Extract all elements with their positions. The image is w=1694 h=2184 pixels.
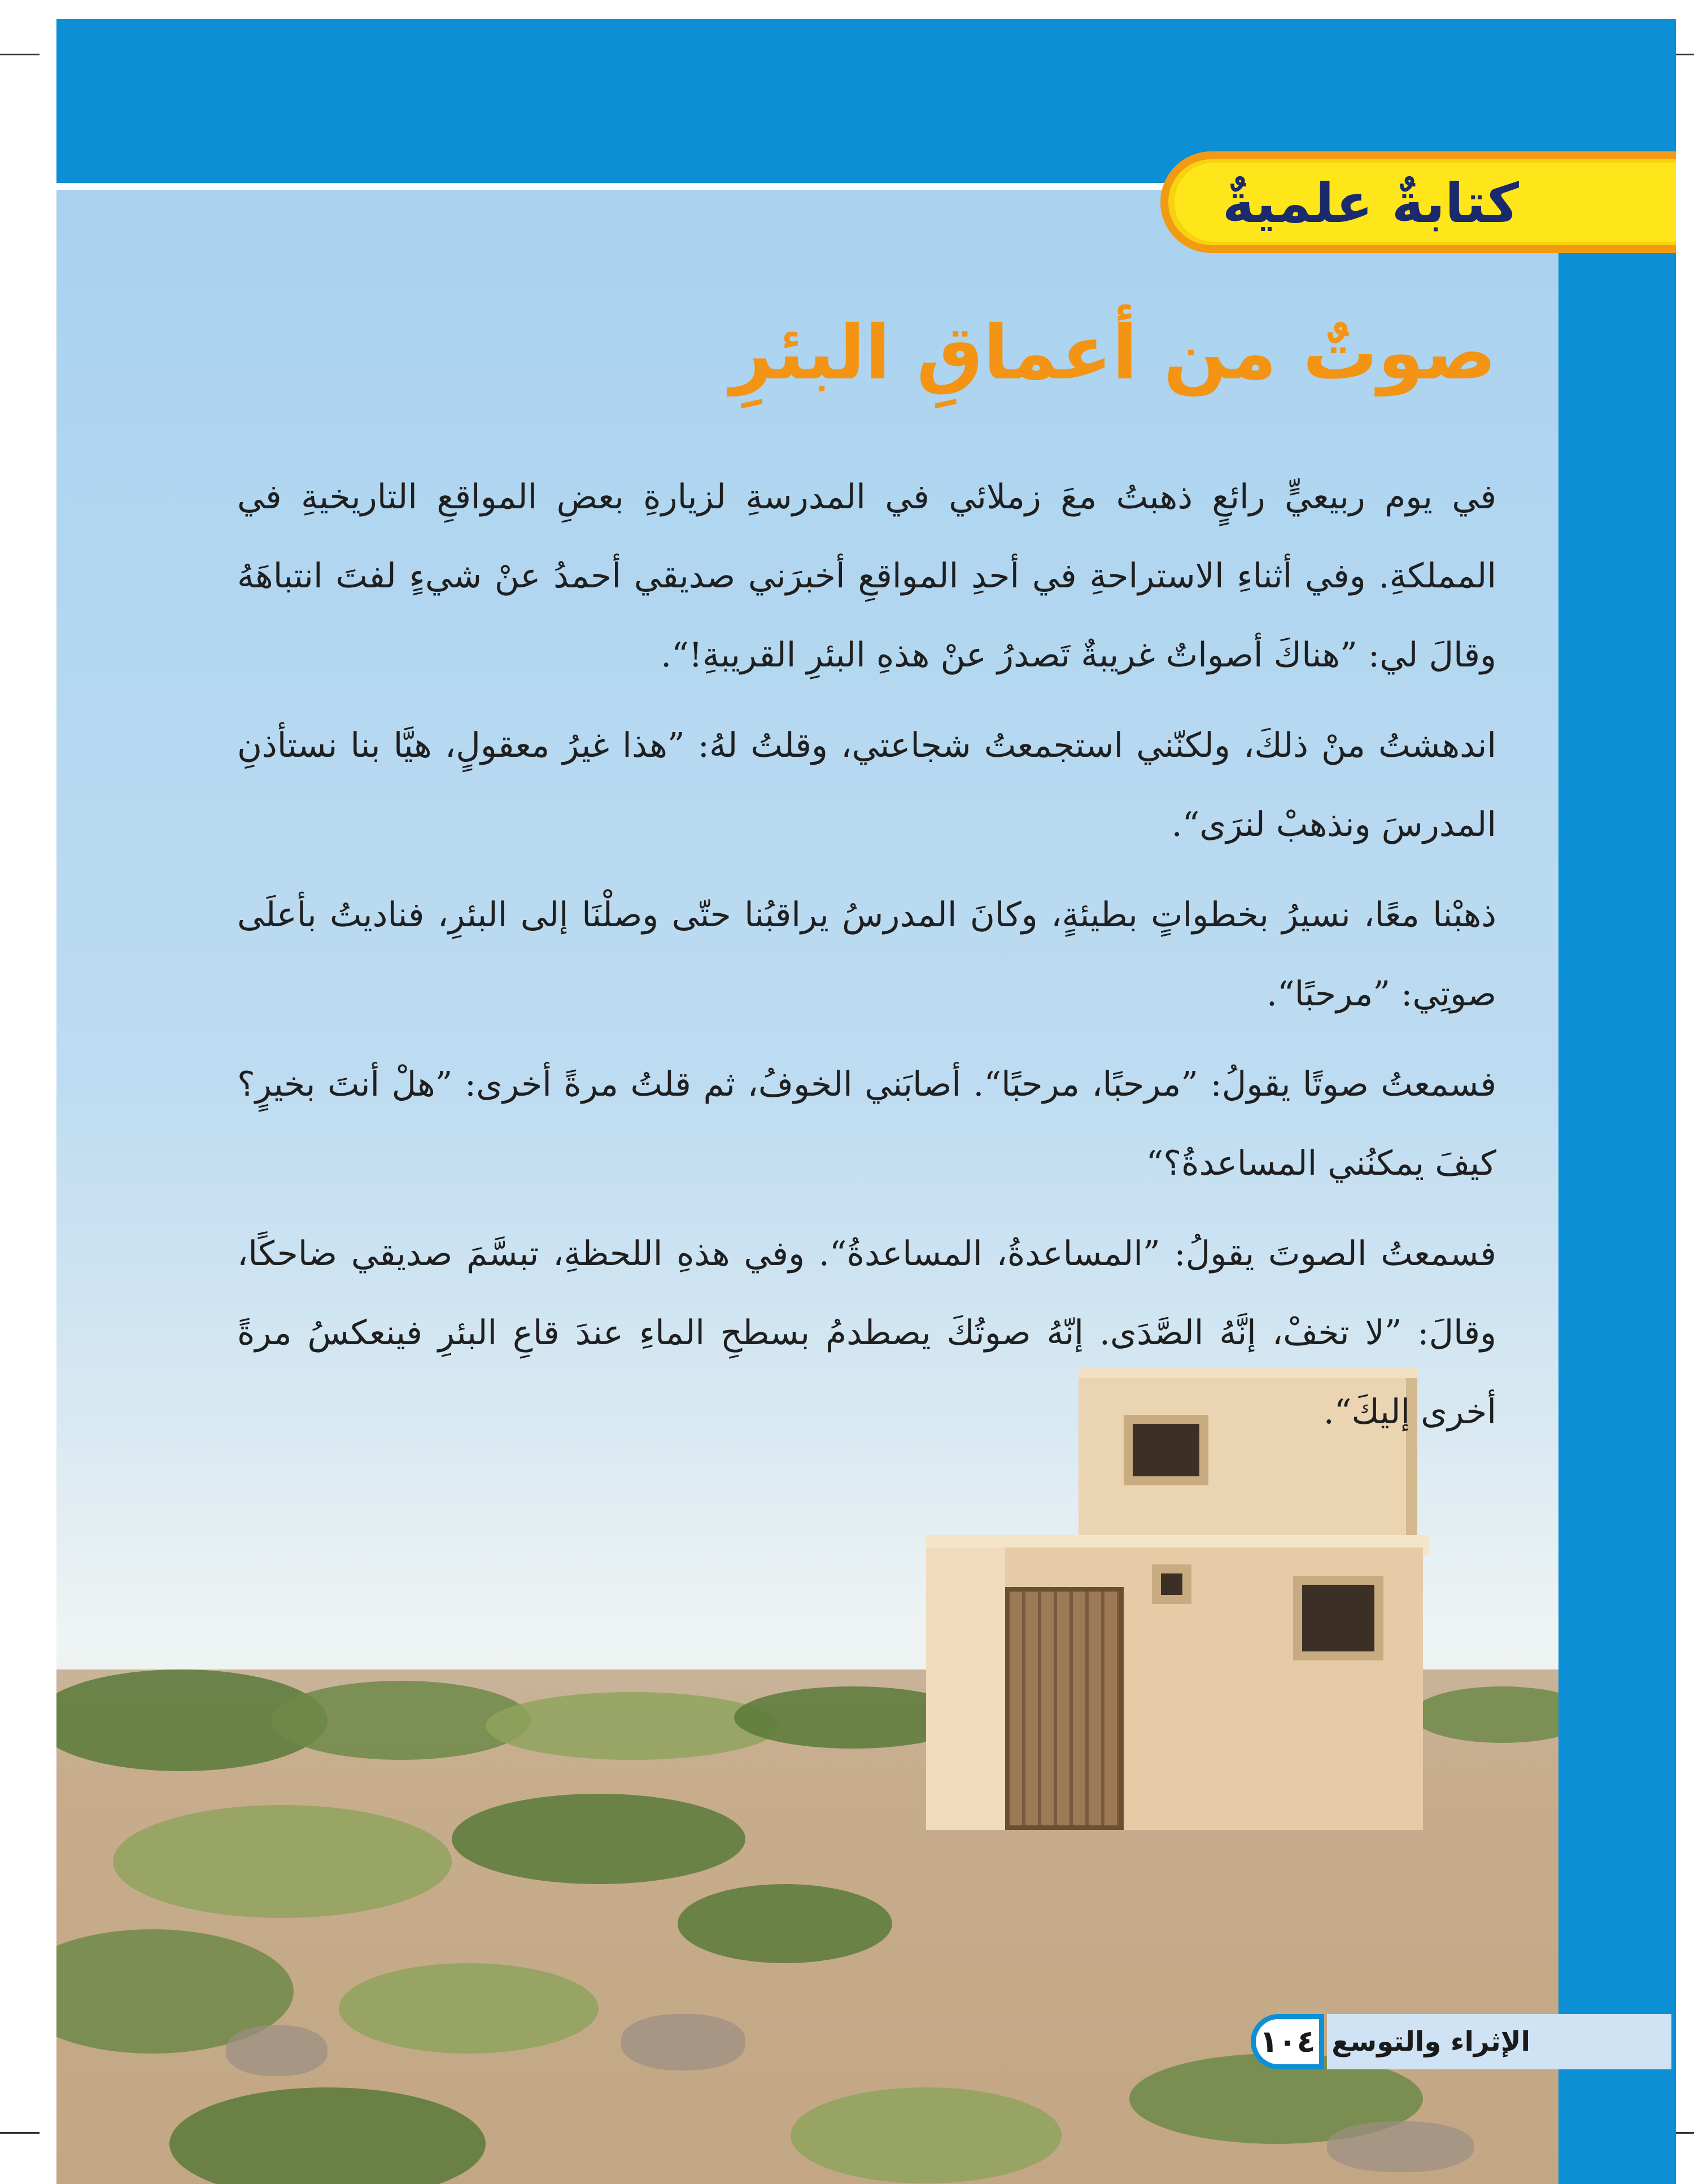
crop-mark (0, 54, 40, 55)
story-title: صوتٌ من أعماقِ البئرِ (730, 309, 1496, 396)
shrub (452, 1794, 745, 1884)
paragraph: ذهبْنا معًا، نسيرُ بخطواتٍ بطيئةٍ، وكانَ المدرسُ يراقبُنا حتّى وصلْنَا إلى البئرِ، فناديتُ بأعلَى صوتِي: ”مرحبًا“. (237, 895, 1496, 1014)
shrub (678, 1884, 892, 1963)
shrub (486, 1692, 779, 1760)
house-lower-front (926, 1547, 1005, 1830)
page-number: ١٠٤ (1251, 2014, 1324, 2069)
rock (1327, 2121, 1474, 2172)
house-door (1005, 1587, 1124, 1830)
shrub (791, 2087, 1062, 2183)
shrub (339, 1963, 599, 2054)
side-band (1558, 169, 1676, 2184)
paragraph: اندهشتُ منْ ذلكَ، ولكنّني استجمعتُ شجاعتي، وقلتُ لهُ: ”هذا غيرُ معقولٍ، هيَّا بنا نستأذنِ المدرسَ ونذهبْ لنرَى“. (237, 726, 1496, 844)
section-label: كتابةٌ علميةٌ (1222, 172, 1519, 235)
rock (226, 2025, 328, 2076)
crop-mark (0, 2132, 40, 2134)
paragraph: فسمعتُ الصوتَ يقولُ: ”المساعدةُ، المساعدةُ“. وفي هذهِ اللحظةِ، تبسَّمَ صديقي ضاحكًا، وقالَ: ”لا تخفْ، إنَّهُ الصَّدَى. إنّهُ صوتُكَ يصطدمُ بسطحِ الماءِ عندَ قاعِ البئرِ فينعكسُ مرةً أخرى إليكَ“. (237, 1234, 1496, 1432)
shrub (113, 1805, 452, 1918)
paragraph: في يوم ربيعيٍّ رائعٍ ذهبتُ معَ زملائي في المدرسةِ لزيارةِ بعضِ المواقعِ التاريخيةِ في المملكةِ. وفي أثناءِ الاستراحةِ في أحدِ المواقعِ أخبرَني صديقي أحمدُ عنْ شيءٍ لفتَ انتباهَهُ وقالَ لي: ”هناكَ أصواتٌ غريبةٌ تَصدرُ عنْ هذهِ البئرِ القريبةِ!“. (237, 477, 1496, 675)
footer-section-label: الإثراء والتوسع (1331, 2026, 1530, 2057)
rock (621, 2014, 745, 2070)
paragraph: فسمعتُ صوتًا يقولُ: ”مرحبًا، مرحبًا“. أصابَني الخوفُ، ثم قلتُ مرةً أخرى: ”هلْ أنتَ بخيرٍ؟ كيفَ يمكنُني المساعدةُ؟“ (237, 1065, 1496, 1183)
story-body (237, 457, 1496, 1463)
house-window-small (1152, 1564, 1191, 1604)
house-window-side (1293, 1576, 1383, 1660)
